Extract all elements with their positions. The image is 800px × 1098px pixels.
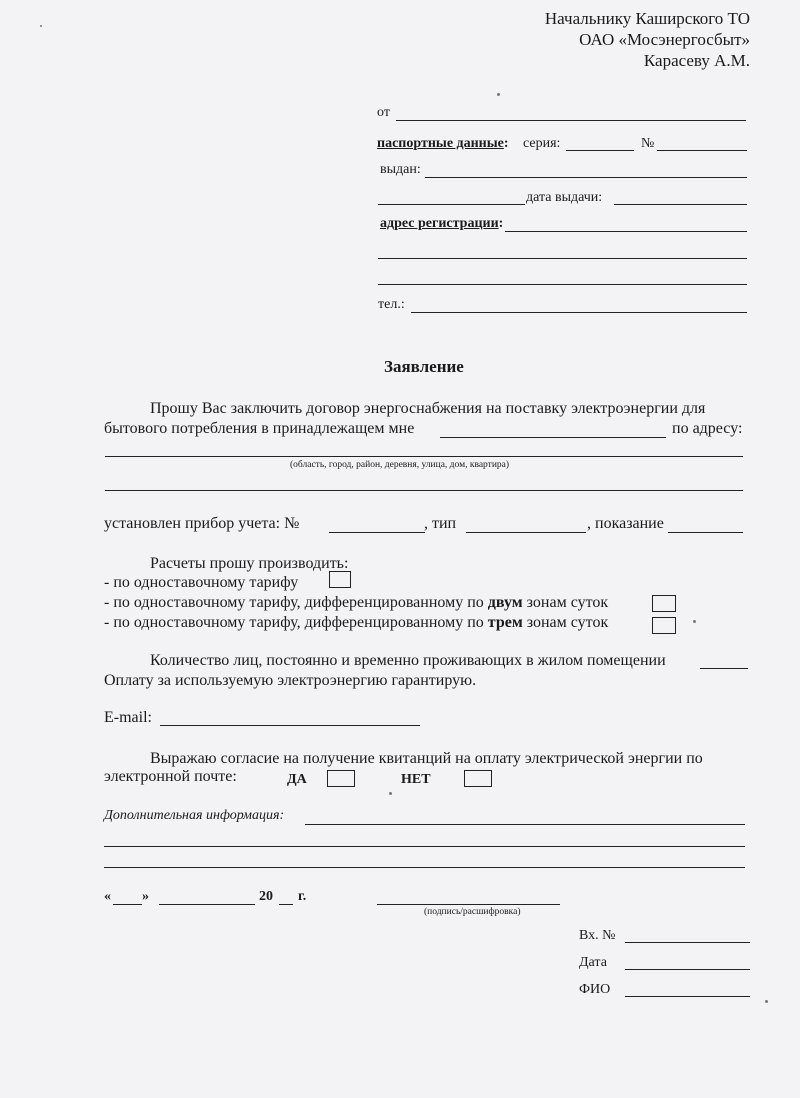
- incoming-number-label: Вх. №: [579, 928, 616, 943]
- from-label: от: [377, 105, 390, 120]
- meter-label: установлен прибор учета: №: [104, 515, 300, 532]
- series-label: серия:: [523, 136, 561, 151]
- request-text-2: бытового потребления в принадлежащем мне: [104, 420, 415, 437]
- office-fio-field[interactable]: [625, 996, 750, 997]
- addressee-line-2: ОАО «Мосэнергосбыт»: [579, 30, 750, 49]
- scan-speck: [693, 620, 696, 623]
- consent-no-label: НЕТ: [401, 772, 431, 787]
- address-field-2[interactable]: [105, 490, 743, 491]
- tariff-single-checkbox[interactable]: [329, 571, 351, 588]
- email-label: E-mail:: [104, 709, 152, 726]
- additional-info-field[interactable]: [305, 824, 745, 825]
- date-year-suffix: г.: [298, 889, 307, 904]
- office-date-label: Дата: [579, 955, 607, 970]
- passport-label: паспортные данные:: [377, 136, 509, 151]
- consent-no-checkbox[interactable]: [464, 770, 492, 787]
- passport-number-field[interactable]: [657, 150, 747, 151]
- tariff-three-zones-checkbox[interactable]: [652, 617, 676, 634]
- consent-yes-label: ДА: [287, 772, 307, 787]
- date-year-field[interactable]: [279, 904, 293, 905]
- date-day-field[interactable]: [113, 904, 142, 905]
- office-date-field[interactable]: [625, 969, 750, 970]
- series-field[interactable]: [566, 150, 634, 151]
- additional-info-label: Дополнительная информация:: [104, 808, 285, 823]
- residents-count-field[interactable]: [700, 668, 748, 669]
- date-year-prefix: 20: [259, 889, 273, 904]
- consent-text-1: Выражаю согласие на получение квитанций на оплату электрической энергии по: [150, 750, 703, 767]
- meter-type-field[interactable]: [466, 532, 586, 533]
- date-month-field[interactable]: [159, 904, 255, 905]
- additional-info-field-3[interactable]: [104, 867, 745, 868]
- payment-guarantee: Оплату за используемую электроэнергию гарантирую.: [104, 672, 477, 689]
- tariff-two-zones-checkbox[interactable]: [652, 595, 676, 612]
- tariff-option-single: - по одноставочному тарифу: [104, 574, 299, 591]
- registration-label: адрес регистрации:: [380, 216, 504, 231]
- meter-reading-field[interactable]: [668, 532, 743, 533]
- meter-reading-label: , показание: [587, 515, 664, 532]
- issued-field[interactable]: [425, 177, 747, 178]
- scan-speck: [497, 93, 500, 96]
- office-fio-label: ФИО: [579, 982, 611, 997]
- scan-speck: [389, 792, 392, 795]
- address-field[interactable]: [105, 456, 743, 457]
- addressee-line-3: Карасеву А.М.: [643, 51, 750, 70]
- issued-label: выдан:: [380, 162, 421, 177]
- email-field[interactable]: [160, 725, 420, 726]
- tariff-intro: Расчеты прошу производить:: [150, 555, 349, 572]
- consent-yes-checkbox[interactable]: [327, 770, 355, 787]
- from-field[interactable]: [396, 120, 746, 121]
- meter-type-label: , тип: [424, 515, 457, 532]
- address-hint: (область, город, район, деревня, улица, дом, квартира): [290, 460, 510, 470]
- at-address-label: по адресу:: [672, 420, 743, 437]
- registration-field-2[interactable]: [378, 258, 747, 259]
- date-quote-close: »: [142, 889, 149, 904]
- meter-number-field[interactable]: [329, 532, 425, 533]
- scan-speck: [765, 1000, 768, 1003]
- date-quote-open: «: [104, 889, 111, 904]
- incoming-number-field[interactable]: [625, 942, 750, 943]
- signature-hint: (подпись/расшифровка): [424, 907, 521, 917]
- issued-field-continued[interactable]: [378, 204, 525, 205]
- tariff-option-three-zones: - по одноставочному тарифу, дифференцированному по трем зонам суток: [104, 614, 609, 631]
- phone-field[interactable]: [411, 312, 747, 313]
- residents-text: Количество лиц, постоянно и временно проживающих в жилом помещении: [150, 652, 666, 669]
- addressee-block: [545, 8, 750, 71]
- scan-speck: [40, 25, 42, 27]
- registration-field-3[interactable]: [378, 284, 747, 285]
- issue-date-field[interactable]: [614, 204, 747, 205]
- addressee-line-1: Начальнику Каширского ТО: [544, 9, 750, 28]
- consent-text-2: электронной почте:: [104, 768, 237, 785]
- premises-field[interactable]: [440, 437, 666, 438]
- issue-date-label: дата выдачи:: [526, 190, 603, 205]
- request-text-1: Прошу Вас заключить договор энергоснабжения на поставку электроэнергии для: [150, 400, 706, 417]
- signature-field[interactable]: [377, 904, 560, 905]
- registration-field[interactable]: [505, 231, 747, 232]
- document-title: Заявление: [384, 357, 464, 376]
- phone-label: тел.:: [378, 297, 405, 312]
- additional-info-field-2[interactable]: [104, 846, 745, 847]
- number-label: №: [641, 136, 655, 151]
- tariff-option-two-zones: - по одноставочному тарифу, дифференцированному по двум зонам суток: [104, 594, 609, 611]
